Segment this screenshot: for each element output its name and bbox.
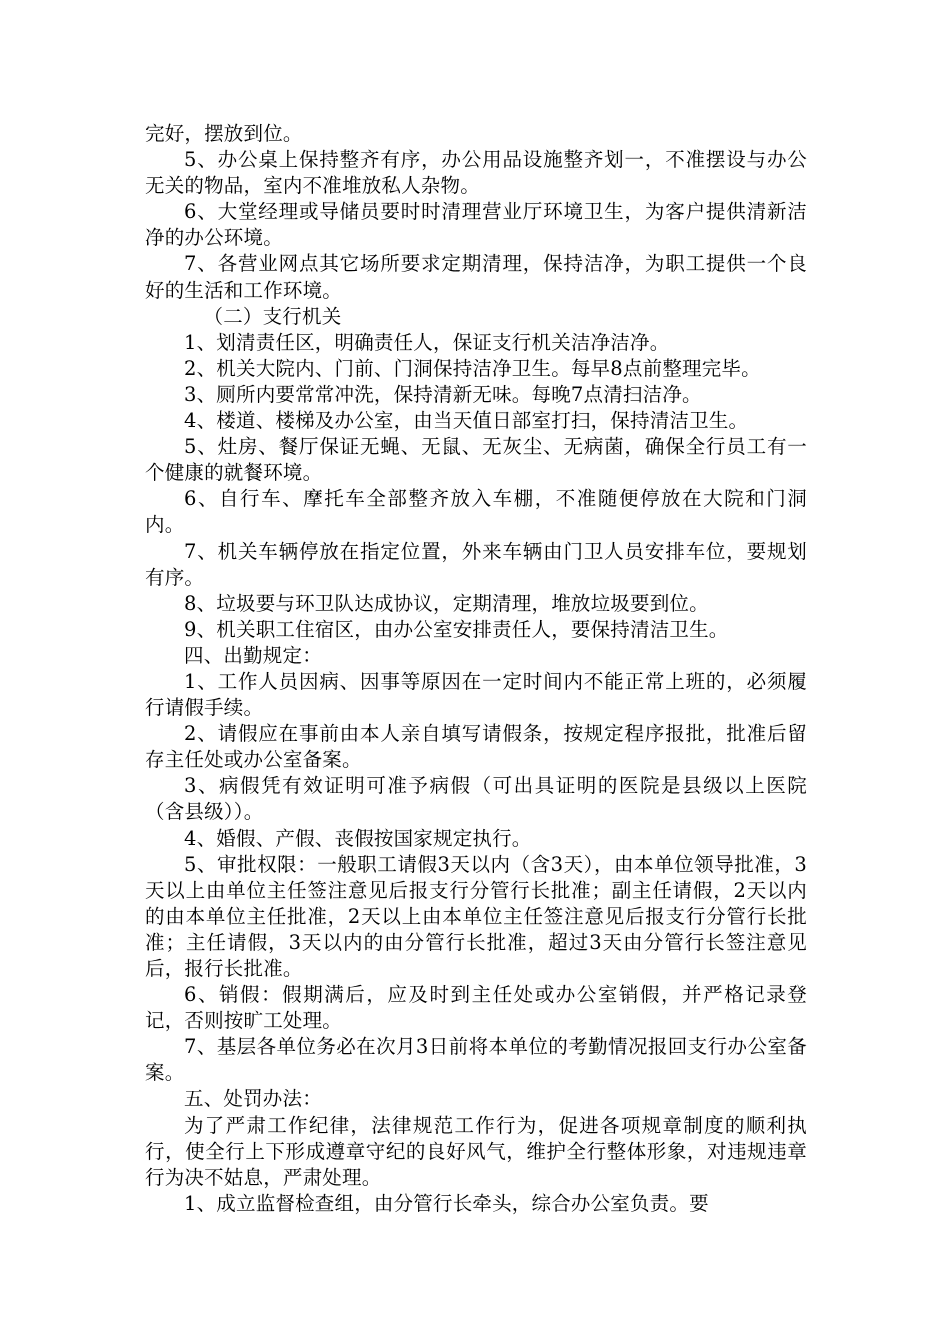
paragraph: 完好，摆放到位。 (145, 122, 303, 145)
paragraph: 4、婚假、产假、丧假按国家规定执行。 (184, 826, 532, 850)
paragraph: 1、划清责任区，明确责任人，保证支行机关洁净洁净。 (184, 330, 670, 354)
section-heading: 四、出勤规定： (184, 643, 322, 667)
paragraph: 5、审批权限：一般职工请假3天以内（含3天），由本单位领导批准，3天以上由单位主任签注意见后报支行分管行长批准；副主任请假，2天以内的由本单位主任批准，2天以上由本单位主任签注意见后报支行分管行长批准；主任请假，3天以内的由分管行长批准，超过3天由分管行长签注意见后，报行长批准。 (145, 852, 807, 980)
paragraph: 9、机关职工住宿区，由办公室安排责任人，要保持清洁卫生。 (184, 617, 729, 641)
paragraph: 5、办公桌上保持整齐有序，办公用品设施整齐划一，不准摆设与办公无关的物品，室内不准堆放私人杂物。 (145, 148, 807, 198)
paragraph: 5、灶房、餐厅保证无蝇、无鼠、无灰尘、无病菌，确保全行员工有一个健康的就餐环境。 (145, 435, 807, 485)
paragraph: 3、厕所内要常常冲洗，保持清新无味。每晚7点清扫洁净。 (184, 382, 702, 406)
paragraph: 3、病假凭有效证明可准予病假（可出具证明的医院是县级以上医院（含县级））。 (145, 774, 807, 824)
paragraph: 2、机关大院内、门前、门洞保持洁净卫生。每早8点前整理完毕。 (184, 356, 761, 380)
section-heading: 五、处罚办法： (184, 1087, 322, 1111)
paragraph: 6、销假：假期满后，应及时到主任处或办公室销假，并严格记录登记，否则按旷工处理。 (145, 983, 807, 1033)
paragraph: 7、基层各单位务必在次月3日前将本单位的考勤情况报回支行办公室备案。 (145, 1035, 807, 1085)
paragraph: 2、请假应在事前由本人亲自填写请假条，按规定程序报批，批准后留存主任处或办公室备案。 (145, 722, 807, 772)
paragraph: 7、机关车辆停放在指定位置，外来车辆由门卫人员安排车位，要规划有序。 (145, 539, 807, 589)
paragraph: 4、楼道、楼梯及办公室，由当天值日部室打扫，保持清洁卫生。 (184, 409, 749, 433)
section-subheading: （二）支行机关 (203, 304, 342, 328)
paragraph: 7、各营业网点其它场所要求定期清理，保持洁净，为职工提供一个良好的生活和工作环境。 (145, 252, 807, 302)
paragraph: 8、垃圾要与环卫队达成协议，定期清理，堆放垃圾要到位。 (184, 591, 709, 615)
paragraph: 为了严肃工作纪律，法律规范工作行为，促进各项规章制度的顺利执行，使全行上下形成遵章守纪的良好风气，维护全行整体形象，对违规违章行为决不姑息，严肃处理。 (145, 1113, 807, 1189)
paragraph: 1、工作人员因病、因事等原因在一定时间内不能正常上班的，必须履行请假手续。 (145, 669, 807, 720)
paragraph: 1、成立监督检查组，由分管行长牵头，综合办公室负责。要 (184, 1191, 709, 1215)
paragraph: 6、大堂经理或导储员要时时清理营业厅环境卫生，为客户提供清新洁净的办公环境。 (145, 200, 807, 250)
paragraph: 6、自行车、摩托车全部整齐放入车棚，不准随便停放在大院和门洞内。 (145, 487, 807, 537)
document-page (145, 121, 807, 1217)
